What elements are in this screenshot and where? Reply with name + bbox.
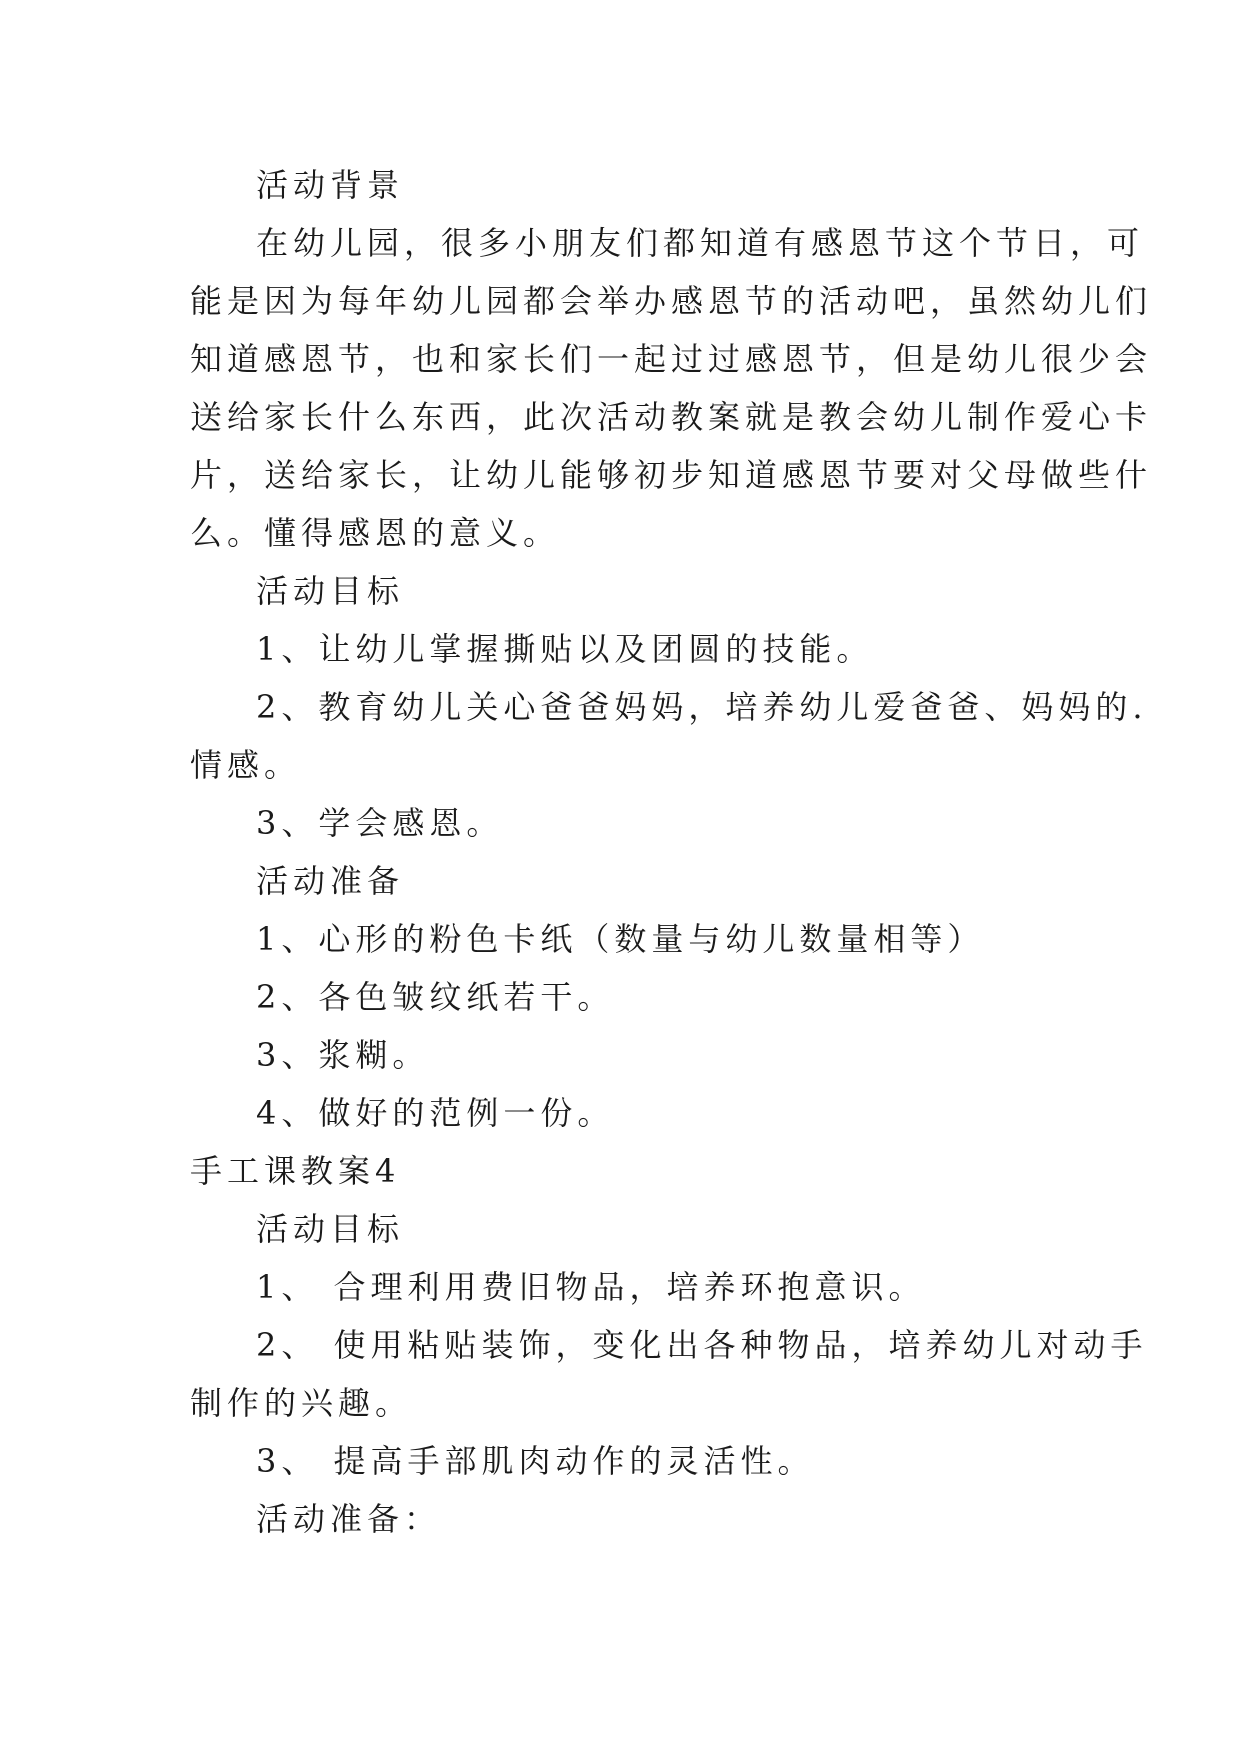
list-item: 1、心形的粉色卡纸（数量与幼儿数量相等） bbox=[256, 920, 985, 958]
list-item: 2、教育幼儿关心爸爸妈妈，培养幼儿爱爸爸、妈妈的. bbox=[256, 688, 1148, 726]
paragraph-line: 片，送给家长，让幼儿能够初步知道感恩节要对父母做些什 bbox=[190, 456, 1153, 494]
paragraph-line: 在幼儿园，很多小朋友们都知道有感恩节这个节日，可 bbox=[256, 224, 1145, 262]
paragraph-line: 知道感恩节，也和家长们一起过过感恩节，但是幼儿很少会 bbox=[190, 340, 1153, 378]
list-item: 3、学会感恩。 bbox=[256, 804, 504, 842]
paragraph-line: 送给家长什么东西，此次活动教案就是教会幼儿制作爱心卡 bbox=[190, 398, 1153, 436]
list-item: 1、让幼儿掌握撕贴以及团圆的技能。 bbox=[256, 630, 874, 668]
list-item: 4、做好的范例一份。 bbox=[256, 1094, 615, 1132]
section-heading-preparation: 活动准备： bbox=[256, 1500, 442, 1538]
paragraph-line: 能是因为每年幼儿园都会举办感恩节的活动吧，虽然幼儿们 bbox=[190, 282, 1153, 320]
list-item-continuation: 情感。 bbox=[190, 746, 302, 784]
list-item: 3、浆糊。 bbox=[256, 1036, 430, 1074]
list-item: 3、 提高手部肌肉动作的灵活性。 bbox=[256, 1442, 815, 1480]
paragraph-line: 么。懂得感恩的意义。 bbox=[190, 514, 561, 552]
section-heading-preparation: 活动准备 bbox=[256, 862, 405, 900]
list-item: 2、 使用粘贴装饰，变化出各种物品，培养幼儿对动手 bbox=[256, 1326, 1148, 1364]
list-item: 1、 合理利用费旧物品，培养环抱意识。 bbox=[256, 1268, 926, 1306]
list-item: 2、各色皱纹纸若干。 bbox=[256, 978, 615, 1016]
section-heading-goals: 活动目标 bbox=[256, 572, 405, 610]
lesson-title: 手工课教案4 bbox=[190, 1152, 401, 1190]
section-heading-background: 活动背景 bbox=[256, 166, 405, 204]
list-item-continuation: 制作的兴趣。 bbox=[190, 1384, 413, 1422]
section-heading-goals: 活动目标 bbox=[256, 1210, 405, 1248]
